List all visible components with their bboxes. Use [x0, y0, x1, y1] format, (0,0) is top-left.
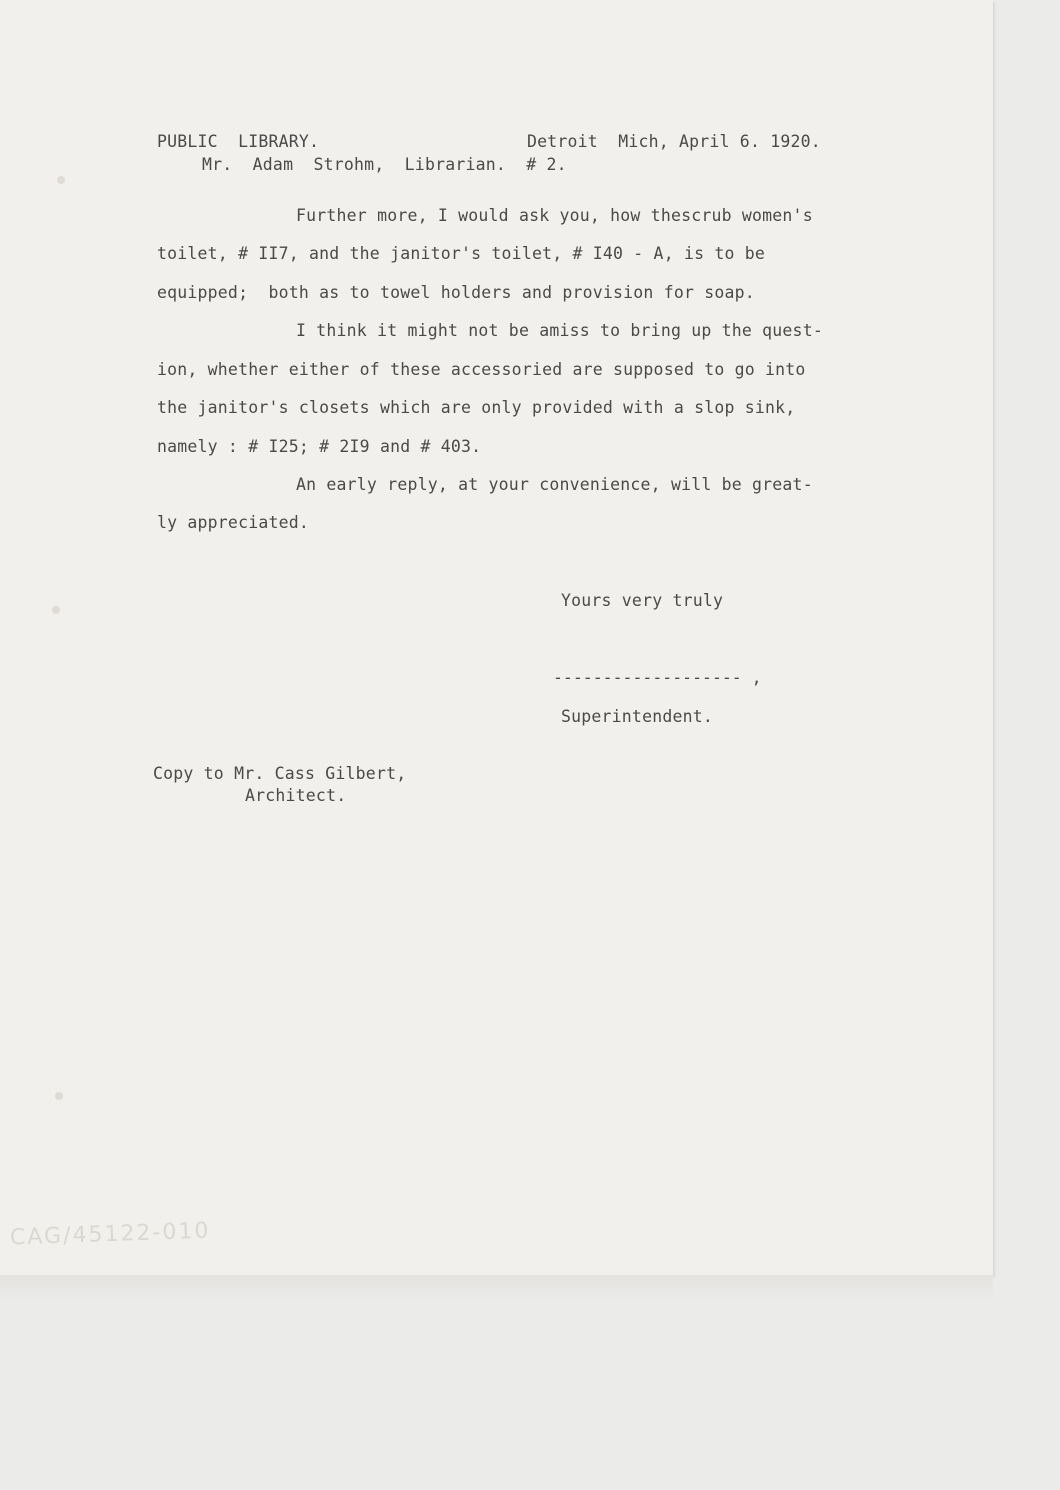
copy-recipient-title: Architect. — [245, 786, 347, 805]
body-line: toilet, # II7, and the janitor's toilet, # I40 - A, is to be — [157, 244, 766, 263]
letter-date: Detroit Mich, April 6. 1920. — [527, 132, 821, 151]
punch-hole-top — [57, 176, 65, 184]
archive-pencil-mark: CAG/45122-010 — [9, 1218, 211, 1251]
letter-addressee: Mr. Adam Strohm, Librarian. # 2. — [202, 155, 567, 174]
paper-edge — [0, 1275, 993, 1301]
copy-recipient: Copy to Mr. Cass Gilbert, — [153, 764, 407, 783]
body-line: the janitor's closets which are only provided with a slop sink, — [157, 398, 796, 417]
body-line: equipped; both as to towel holders and provision for soap. — [157, 283, 755, 302]
body-line: namely : # I25; # 2I9 and # 403. — [157, 437, 482, 456]
signature-title: Superintendent. — [561, 707, 714, 726]
letter-heading-left: PUBLIC LIBRARY. — [157, 132, 320, 151]
punch-hole-bottom — [55, 1092, 63, 1100]
body-line: ion, whether either of these accessoried are supposed to go into — [157, 360, 806, 379]
punch-hole-middle — [52, 606, 60, 614]
letter-closing: Yours very truly — [561, 591, 724, 610]
signature-line: ------------------- , — [553, 668, 762, 687]
body-line: I think it might not be amiss to bring up the quest- — [296, 321, 823, 340]
body-line: ly appreciated. — [157, 513, 310, 532]
body-line: An early reply, at your convenience, will be great- — [296, 475, 813, 494]
body-line: Further more, I would ask you, how thescrub women's — [296, 206, 813, 225]
